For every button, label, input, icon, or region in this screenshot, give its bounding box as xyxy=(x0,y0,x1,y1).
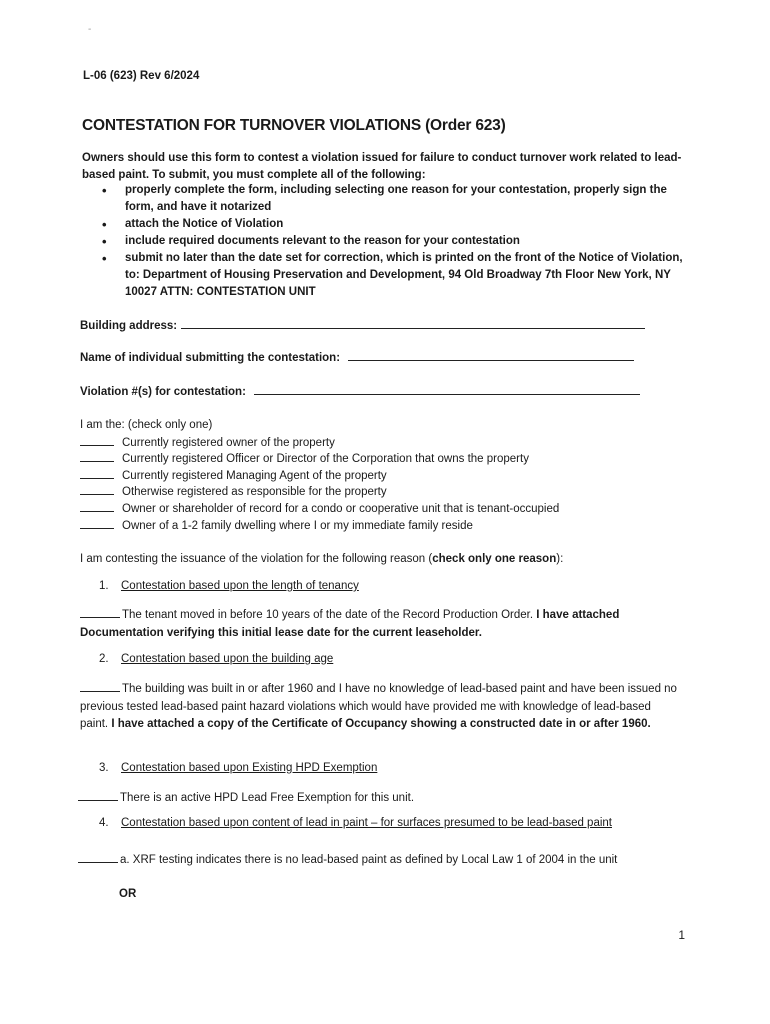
violation-numbers-label: Violation #(s) for contestation: xyxy=(80,386,246,398)
form-id: L-06 (623) Rev 6/2024 xyxy=(83,70,200,82)
reason-3-body xyxy=(78,790,688,808)
reason-text: The building was built in or after 1960 and I have no knowledge of lead-based paint and have been issued no previous tested lead-based paint hazard violations which would have provided me with knowledge of lead-based paint. xyxy=(80,683,677,730)
reason-text: There is an active HPD Lead Free Exemption for this unit. xyxy=(120,792,415,804)
reason-number: 3. xyxy=(99,762,109,774)
checkbox-line[interactable] xyxy=(80,527,114,529)
reason-4-body xyxy=(78,852,698,870)
reason-heading xyxy=(80,551,563,568)
reason-1-heading xyxy=(99,580,359,592)
building-address-field[interactable] xyxy=(80,320,645,332)
reason-bold-text: I have attached a copy of the Certificate of Occupancy showing a constructed date in or after 1960. xyxy=(111,718,651,730)
role-option-label: Currently registered owner of the property xyxy=(122,436,335,449)
reason-heading-post: ): xyxy=(556,553,564,565)
role-option-label: Currently registered Managing Agent of the property xyxy=(122,469,387,482)
checkbox-line[interactable] xyxy=(78,799,118,801)
checkbox-line[interactable] xyxy=(80,510,114,512)
checkbox-line[interactable] xyxy=(80,690,120,692)
reason-3-heading xyxy=(99,762,377,774)
building-address-label: Building address: xyxy=(80,320,178,332)
reason-2-heading xyxy=(99,653,333,665)
page-title: CONTESTATION FOR TURNOVER VIOLATIONS (Order 623) xyxy=(82,117,506,134)
reason-4-heading xyxy=(99,817,612,829)
building-address-line[interactable] xyxy=(181,327,645,329)
checkbox-line[interactable] xyxy=(80,444,114,446)
reason-heading-bold: check only one reason xyxy=(432,553,557,565)
name-individual-line[interactable] xyxy=(348,359,634,361)
reason-title: Contestation based upon content of lead in paint – for surfaces presumed to be lead-based paint xyxy=(121,817,612,829)
reason-number: 2. xyxy=(99,653,109,665)
reason-title: Contestation based upon Existing HPD Exemption xyxy=(121,762,378,774)
role-option-label: Otherwise registered as responsible for the property xyxy=(122,486,387,499)
role-option[interactable] xyxy=(80,465,559,482)
scan-mark: - xyxy=(88,24,92,35)
role-options xyxy=(80,432,559,532)
list-item: • submit no later than the date set for correction, which is printed on the front of the Notice of Violation, to: Department of Housing Preservation and Development, 94 Old Broadway 7th Floor New York, NY 10027 ATTN: CONTESTATION UNIT xyxy=(100,250,695,301)
requirements-list xyxy=(100,182,695,301)
reason-heading-pre: I am contesting the issuance of the violation for the following reason ( xyxy=(80,553,433,565)
role-option[interactable] xyxy=(80,482,559,499)
checkbox-line[interactable] xyxy=(80,616,120,618)
reason-bold-text: I have attached Documentation verifying this initial lease date for the current leaseholder. xyxy=(80,609,620,639)
role-option[interactable] xyxy=(80,498,559,515)
name-individual-field[interactable] xyxy=(80,352,634,364)
intro-paragraph: Owners should use this form to contest a violation issued for failure to conduct turnover work related to lead-based paint. To submit, you must complete all of the following: xyxy=(82,152,682,181)
role-option-label: Currently registered Officer or Director of the Corporation that owns the property xyxy=(122,453,529,466)
role-option[interactable] xyxy=(80,515,559,532)
list-item: • attach the Notice of Violation xyxy=(100,216,695,233)
reason-2-body xyxy=(80,681,680,734)
reason-title: Contestation based upon the building age xyxy=(121,653,334,665)
checkbox-line[interactable] xyxy=(80,493,114,495)
list-item: • include required documents relevant to the reason for your contestation xyxy=(100,233,695,250)
reason-title: Contestation based upon the length of tenancy xyxy=(121,580,359,592)
page-number: 1 xyxy=(678,928,685,942)
checkbox-line[interactable] xyxy=(80,460,114,462)
violation-numbers-field[interactable] xyxy=(80,386,640,398)
reason-number: 4. xyxy=(99,817,109,829)
reason-text: The tenant moved in before 10 years of the date of the Record Production Order. xyxy=(122,609,534,621)
role-option[interactable] xyxy=(80,432,559,449)
reason-number: 1. xyxy=(99,580,109,592)
list-item: • properly complete the form, including selecting one reason for your contestation, properly sign the form, and have it notarized xyxy=(100,182,695,216)
role-option-label: Owner of a 1-2 family dwelling where I or my immediate family reside xyxy=(122,519,473,532)
violation-numbers-line[interactable] xyxy=(254,393,640,395)
role-option-label: Owner or shareholder of record for a condo or cooperative unit that is tenant-occupied xyxy=(122,502,560,515)
checkbox-line[interactable] xyxy=(78,861,118,863)
reason-1-body xyxy=(80,607,690,642)
name-individual-label: Name of individual submitting the contestation: xyxy=(80,352,341,364)
role-option[interactable] xyxy=(80,449,559,466)
checkbox-line[interactable] xyxy=(80,477,114,479)
role-heading: I am the: (check only one) xyxy=(80,419,213,431)
or-label: OR xyxy=(119,888,137,900)
reason-text: a. XRF testing indicates there is no lead-based paint as defined by Local Law 1 of 2004 in the unit xyxy=(120,854,618,866)
